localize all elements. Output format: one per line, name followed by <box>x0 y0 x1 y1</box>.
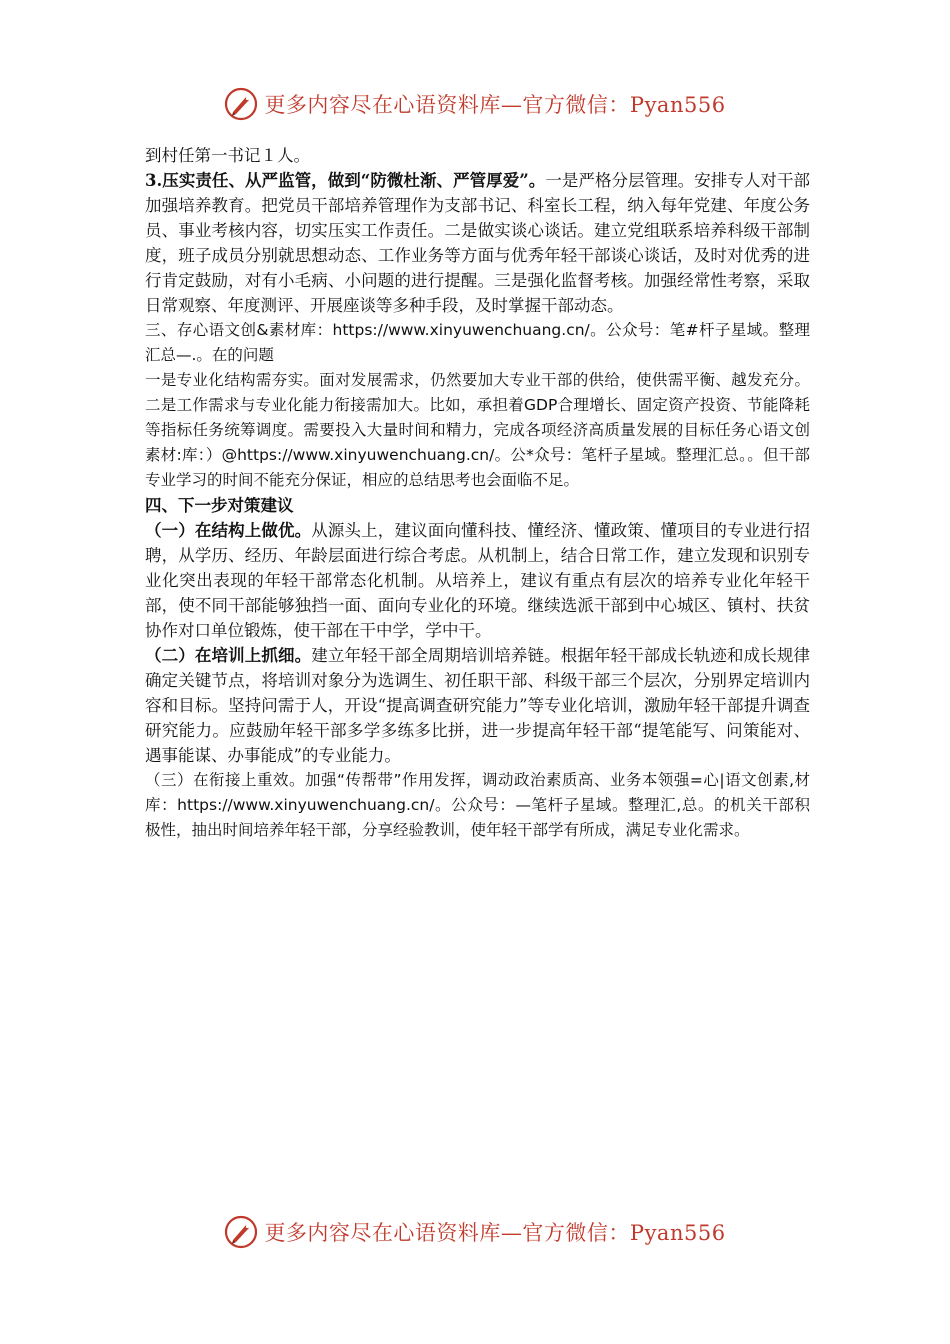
paragraph-lead: （一）在结构上做优。 <box>145 521 312 540</box>
pen-logo-icon <box>224 87 258 121</box>
paragraph-lead: （二）在培训上抓细。 <box>145 646 312 665</box>
paragraph <box>145 518 810 643</box>
pen-logo-icon <box>224 1215 258 1249</box>
paragraph <box>145 168 810 318</box>
paragraph: （三）在衔接上重效。加强“传帮带”作用发挥，调动政治素质高、业务本领强=心|语文创素,材库：https://www.xinyuwenchuang.cn/。公众号：—笔杆子星域。整理汇,总。的机关干部积极性，抽出时间培养年轻干部，分享经验教训，使年轻干部学有所成，满足专业化需求。 <box>145 771 810 839</box>
header-watermark <box>0 82 950 126</box>
paragraph <box>145 643 810 768</box>
footer-watermark <box>0 1210 950 1254</box>
section-heading: 四、下一步对策建议 <box>145 496 294 515</box>
paragraph: 一是专业化结构需夯实。面对发展需求，仍然要加大专业干部的供给，使供需平衡、越发充分。二是工作需求与专业化能力衔接需加大。比如，承担着GDP合理增长、固定资产投资、节能降耗等指标任务统筹调度。需要投入大量时间和精力，完成各项经济高质量发展的目标任务心语文创素材:库：）@https://www.xinyuwenchuang.cn/。公*众号：笔杆子星域。整理汇总。。但干部专业学习的时间不能充分保证，相应的总结思考也会面临不足。 <box>145 371 810 489</box>
watermark-text: 更多内容尽在心语资料库—官方微信：Pyan556 <box>264 93 726 117</box>
paragraph-body: 建立年轻干部全周期培训培养链。根据年轻干部成长轨迹和成长规律确定关键节点，将培训对象分为选调生、初任职干部、科级干部三个层次，分别界定培训内容和目标。坚持问需于人，开设“提高调查研究能力”等专业化培训，激励年轻干部提升调查研究能力。应鼓励年轻干部多学多练多比拼，进一步提高年轻干部“提笔能写、问策能对、遇事能谋、办事能成”的专业能力。 <box>145 646 811 765</box>
paragraph-lead: 3.压实责任、从严监管，做到“防微杜渐、严管厚爱”。 <box>145 171 546 190</box>
paragraph-body: 一是严格分层管理。安排专人对干部加强培养教育。把党员干部培养管理作为支部书记、科室长工程，纳入每年党建、年度公务员、事业考核内容，切实压实工作责任。二是做实谈心谈话。建立党组联系培养科级干部制度，班子成员分别就思想动态、工作业务等方面与优秀年轻干部谈心谈话，及时对优秀的进行肯定鼓励，对有小毛病、小问题的进行提醒。三是强化监督考核。加强经常性考察，采取日常观察、年度测评、开展座谈等多种手段，及时掌握干部动态。 <box>145 171 810 315</box>
watermark-text: 更多内容尽在心语资料库—官方微信：Pyan556 <box>264 1221 726 1245</box>
paragraph: 到村任第一书记１人。 <box>145 146 310 165</box>
paragraph: 三、存心语文创&素材库：https://www.xinyuwenchuang.cn/。公众号：笔#杆子星域。整理汇总—.。在的问题 <box>145 321 810 364</box>
document-body <box>145 143 810 843</box>
paragraph-body: 从源头上，建议面向懂科技、懂经济、懂政策、懂项目的专业进行招聘，从学历、经历、年龄层面进行综合考虑。从机制上，结合日常工作，建立发现和识别专业化突出表现的年轻干部常态化机制。从培养上，建议有重点有层次的培养专业化年轻干部，使不同干部能够独挡一面、面向专业化的环境。继续选派干部到中心城区、镇村、扶贫协作对口单位锻炼，使干部在干中学，学中干。 <box>145 521 811 640</box>
